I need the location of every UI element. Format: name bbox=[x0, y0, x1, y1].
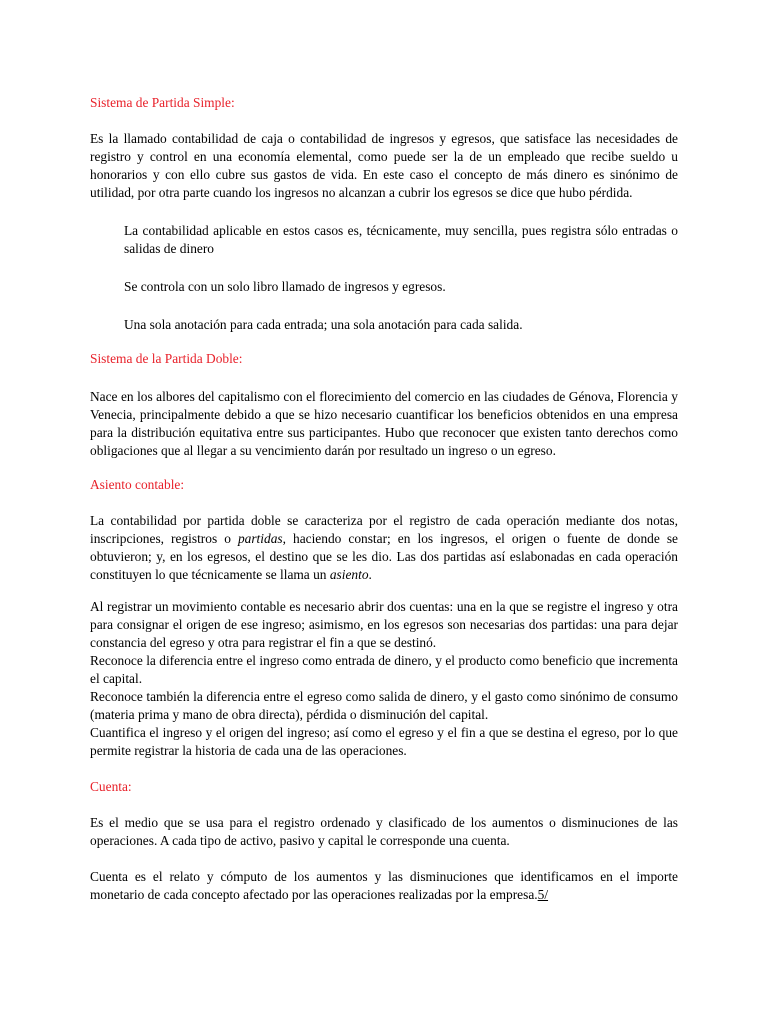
cuenta-text: Cuenta es el relato y cómputo de los aumentos y las disminuciones que identificamos en el importe monetario de cada concepto afectado por las operaciones realizadas por la empresa. bbox=[90, 869, 678, 902]
paragraph-cuenta-1: Es el medio que se usa para el registro ordenado y clasificado de los aumentos o disminuciones de las operaciones. A cada tipo de activo, pasivo y capital le corresponde una cuenta. bbox=[90, 815, 678, 848]
heading-asiento-contable: Asiento contable: bbox=[90, 477, 185, 492]
paragraph-asiento-1 bbox=[90, 512, 678, 584]
paragraph-partida-doble: Nace en los albores del capitalismo con el florecimiento del comercio en las ciudades de Génova, Florencia y Venecia, principalmente debido a que se hizo necesario cuantificar los beneficios obtenidos en una empresa para la distribución equitativa entre sus participantes. Hubo que reconocer que existen tanto derechos como obligaciones que al llegar a su vencimiento darán por resultado un ingreso o un egreso. bbox=[90, 389, 678, 458]
list-item-simple-2: Se controla con un solo libro llamado de ingresos y egresos. bbox=[124, 279, 446, 294]
asiento-term-asiento: asiento bbox=[329, 567, 369, 582]
paragraph-partida-simple-intro: Es la llamado contabilidad de caja o contabilidad de ingresos y egresos, que satisface las necesidades de registro y control en una economía elemental, como puede ser la de un empleado que recibe sueldo u honorarios y con ello cubre sus gastos de vida. En este caso el concepto de más dinero es sinónimo de utilidad, por otra parte cuando los ingresos no alcanzan a cubrir los egresos se dice que hubo pérdida. bbox=[90, 131, 678, 200]
document-body bbox=[90, 94, 678, 904]
heading-partida-simple: Sistema de Partida Simple: bbox=[90, 95, 235, 110]
asiento-text-b: , haciendo constar; en los ingresos, el origen o fuente de donde se obtuvieron; y, en los egresos, el destino que se les dio. Las dos partidas así eslabonadas en cada operación constituyen lo que técnicamente se llama un bbox=[90, 531, 678, 582]
heading-cuenta: Cuenta: bbox=[90, 779, 132, 794]
asiento-line-4: Cuantifica el ingreso y el origen del ingreso; así como el egreso y el fin a que se destina el egreso, por lo que permite registrar la historia de cada una de las operaciones. bbox=[90, 725, 678, 758]
asiento-term-partidas: partidas bbox=[237, 531, 283, 546]
asiento-line-2: Reconoce la diferencia entre el ingreso como entrada de dinero, y el producto como beneficio que incrementa el capital. bbox=[90, 653, 678, 686]
asiento-text-c: . bbox=[368, 567, 372, 582]
list-item-simple-3: Una sola anotación para cada entrada; una sola anotación para cada salida. bbox=[124, 317, 523, 332]
paragraph-asiento-2 bbox=[90, 598, 678, 760]
asiento-line-1: Al registrar un movimiento contable es necesario abrir dos cuentas: una en la que se registre el ingreso y otra para consignar el origen de ese ingreso; asimismo, en los egresos son necesarias dos partidas: una para dejar constancia del egreso y otra para registrar el fin a que se destinó. bbox=[90, 599, 678, 650]
asiento-line-3: Reconoce también la diferencia entre el egreso como salida de dinero, y el gasto como sinónimo de consumo (materia prima y mano de obra directa), pérdida o disminución del capital. bbox=[90, 689, 678, 722]
paragraph-cuenta-2 bbox=[90, 868, 678, 904]
footnote-reference[interactable]: 5/ bbox=[537, 887, 549, 902]
heading-partida-doble: Sistema de la Partida Doble: bbox=[90, 351, 243, 366]
list-item-simple-1: La contabilidad aplicable en estos casos es, técnicamente, muy sencilla, pues registra sólo entradas o salidas de dinero bbox=[124, 223, 678, 256]
asiento-text-a: La contabilidad por partida doble se caracteriza por el registro de cada operación mediante dos notas, inscripciones, registros o bbox=[90, 513, 678, 546]
